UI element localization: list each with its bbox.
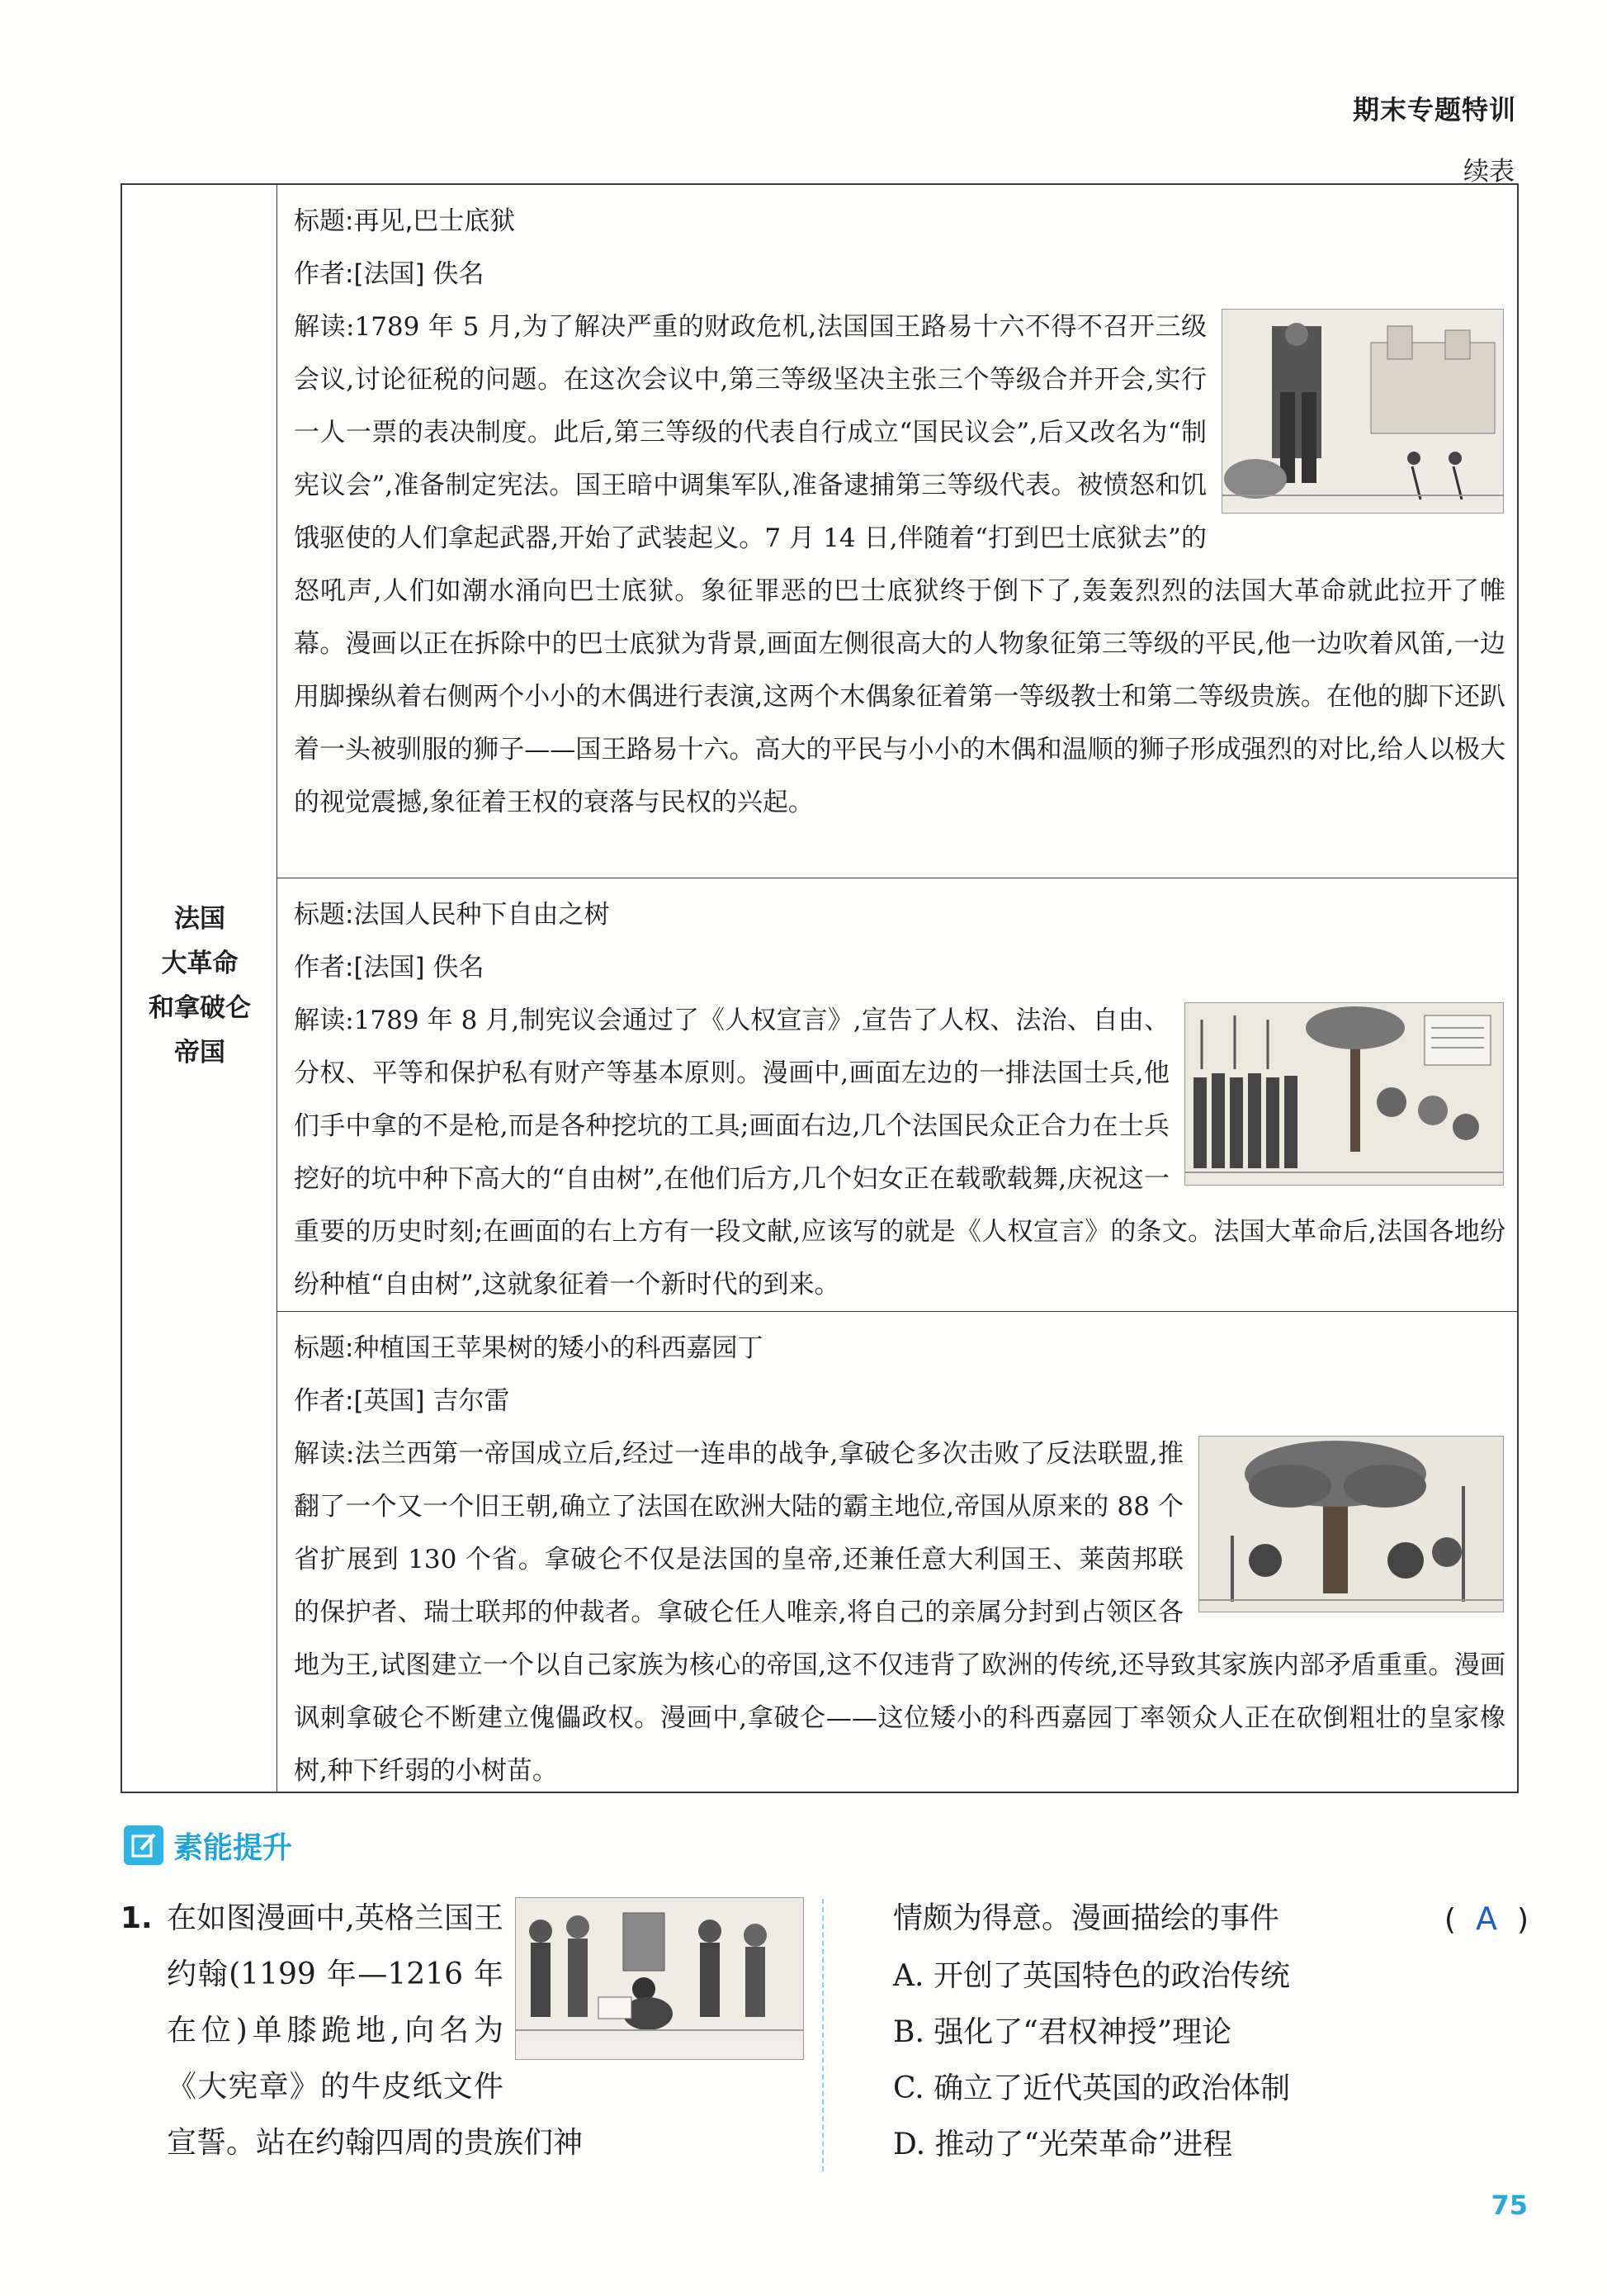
category-line: 法国 <box>174 904 225 934</box>
entry-author: 作者:[法国] 佚名 <box>294 953 484 982</box>
page-header-title: 期末专题特训 <box>1352 94 1516 125</box>
cartoon-table <box>121 183 1519 1793</box>
corsican-gardener-cartoon-image <box>1198 1436 1504 1612</box>
table-row <box>277 878 1517 1312</box>
entry-author: 作者:[英国] 吉尔雷 <box>294 1386 510 1416</box>
page-number: 75 <box>1491 2189 1528 2221</box>
section-header <box>124 1823 292 1868</box>
entry-title: 标题:法国人民种下自由之树 <box>294 900 610 930</box>
answer-paren-open: ( <box>1444 1903 1456 1937</box>
category-line: 和拿破仑 <box>149 993 251 1023</box>
table-continued-label: 续表 <box>1463 157 1515 187</box>
section-title: 素能提升 <box>173 1830 293 1865</box>
answer-bracket <box>1444 1891 1529 1948</box>
column-divider <box>822 1899 824 2171</box>
answer-choice: A <box>1475 1901 1497 1937</box>
question-stem <box>121 1891 804 2171</box>
table-row <box>277 1312 1517 1795</box>
option-c: C. 确立了近代英国的政治体制 <box>893 2071 1291 2105</box>
category-line: 帝国 <box>174 1038 225 1068</box>
question-options <box>893 1891 1529 2173</box>
question-stem-line <box>893 1891 1529 1948</box>
answer-paren-close: ) <box>1516 1903 1529 1937</box>
option-d: D. 推动了“光荣革命”进程 <box>893 2128 1233 2161</box>
pencil-book-icon <box>124 1825 163 1865</box>
entry-reading: 解读:1789 年 8 月,制宪议会通过了《人权宣言》,宣告了人权、法治、自由、分权、平等和保护私有财产等基本原则。漫画中,画面左边的一排法国士兵,他们手中拿的不是枪,而是各种挖坑的工具;画面右边,几个法国民众正合力在士兵挖好的坑中种下高大的“自由树”,在他们后方,几个妇女正在载歌载舞,庆祝这一重要的历史时刻;在画面的右上方有一段文献,应该写的就是《人权宣言》的条文。法国大革命后,法国各地纷纷种植“自由树”,这就象征着一个新时代的到来。 <box>294 1006 1505 1299</box>
entry-title: 标题:再见,巴士底狱 <box>294 206 516 236</box>
question-stem-left: 在如图漫画中,英格兰国王约翰(1199 年—1216 年在位)单膝跪地,向名为《大宪章》的牛皮纸文件宣誓。站在约翰四周的贵族们神 <box>167 1901 584 2160</box>
bastille-cartoon-image <box>1222 309 1504 514</box>
entry-author: 作者:[法国] 佚名 <box>294 259 484 289</box>
option-b: B. 强化了“君权神授”理论 <box>893 2015 1232 2049</box>
question-number: 1. <box>121 1901 153 1935</box>
option-a: A. 开创了英国特色的政治传统 <box>893 1959 1290 1993</box>
liberty-tree-cartoon-image <box>1184 1002 1504 1186</box>
question-stem-right: 情颇为得意。漫画描绘的事件 <box>893 1901 1280 1935</box>
category-line: 大革命 <box>161 949 239 978</box>
entry-title: 标题:种植国王苹果树的矮小的科西嘉园丁 <box>294 1333 763 1363</box>
table-row <box>277 185 1517 878</box>
category-column <box>122 185 277 1792</box>
entry-reading: 解读:法兰西第一帝国成立后,经过一连串的战争,拿破仑多次击败了反法联盟,推翻了一个又一个旧王朝,确立了法国在欧洲大陆的霸主地位,帝国从原来的 88 个省扩展到 130 个省。拿破仑不仅是法国的皇帝,还兼任意大利国王、莱茵邦联的保护者、瑞士联邦的仲裁者。拿破仑任人唯亲,将自己的亲属分封到占领区各地为王,试图建立一个以自己家族为核心的帝国,这不仅违背了欧洲的传统,还导致其家族内部矛盾重重。漫画讽刺拿破仑不断建立傀儡政权。漫画中,拿破仑——这位矮小的科西嘉园丁率领众人正在砍倒粗壮的皇家橡树,种下纤弱的小树苗。 <box>294 1439 1505 1786</box>
category-label <box>122 897 277 1075</box>
magna-carta-cartoon-image <box>515 1897 804 2060</box>
entry-reading: 解读:1789 年 5 月,为了解决严重的财政危机,法国国王路易十六不得不召开三级会议,讨论征税的问题。在这次会议中,第三等级坚决主张三个等级合并开会,实行一人一票的表决制度。此后,第三等级的代表自行成立“国民议会”,后又改名为“制宪议会”,准备制定宪法。国王暗中调集军队,准备逮捕第三等级代表。被愤怒和饥饿驱使的人们拿起武器,开始了武装起义。7 月 14 日,伴随着“打到巴士底狱去”的怒吼声,人们如潮水涌向巴士底狱。象征罪恶的巴士底狱终于倒下了,轰轰烈烈的法国大革命就此拉开了帷幕。漫画以正在拆除中的巴士底狱为背景,画面左侧很高大的人物象征第三等级的平民,他一边吹着风笛,一边用脚操纵着右侧两个小小的木偶进行表演,这两个木偶象征着第一等级教士和第二等级贵族。在他的脚下还趴着一头被驯服的狮子——国王路易十六。高大的平民与小小的木偶和温顺的狮子形成强烈的对比,给人以极大的视觉震撼,象征着王权的衰落与民权的兴起。 <box>294 312 1506 817</box>
